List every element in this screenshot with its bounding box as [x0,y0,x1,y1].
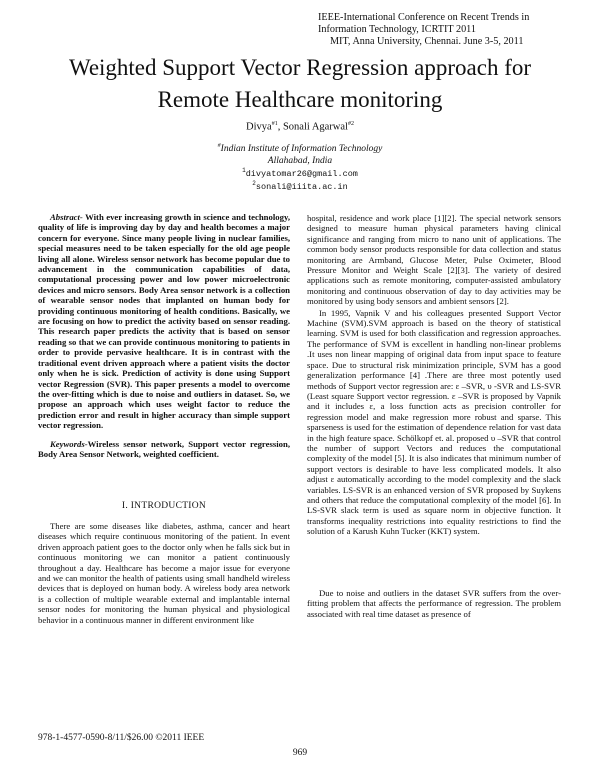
affiliation-line-2: Allahabad, India [267,156,333,167]
email-1-line [0,167,600,179]
keywords-text: Wireless sensor network, Support vector regression, Body Area Sensor Network, weighted coefficient. [38,439,290,460]
conference-header [318,12,570,48]
footer-isbn: 978-1-4577-0590-8/11/$26.00 ©2011 IEEE [38,733,205,743]
keywords [38,439,290,460]
right-para-1: hospital, residence and work place [1][2]. The special network sensors designed to measure human physical parameters having clinical significance and ranging from micro to nano unit of applications. The common body sensor products responsible for data collection and status monitoring are Armband, Glucose Meter, Pulse Oximeter, Blood Pressure Monitor and Weight Scale [2][3]. The variety of desired applications such as remote monitoring, computer-assisted ambulatory monitoring and continuous observation of day to day activities may be monitored by using body sensors and ambient sensors [2]. [307,213,561,307]
right-column-bottom [307,588,561,619]
affiliation-line-1: Indian Institute of Information Technology [220,144,383,155]
email-1: divyatomar26@gmail.com [245,168,358,179]
title-line-1: Weighted Support Vector Regression approach for [68,55,532,80]
conference-line-2: MIT, Anna University, Chennai. June 3-5, 2011 [330,36,524,47]
abstract [38,212,290,431]
right-para-2: In 1995, Vapnik V and his colleagues presented Support Vector Machine (SVM).SVM approach is based on the theory of statistical learning. SVM is used for both classification and regression approaches. The performance of SVM is excellent in handling non-linear problems .It uses non linear mapping of original data from input space to feature space. Due to structural risk minimization principle, SVM has a good generalization performance [4] .There are three most potently used methods of Support vector regression are: ε –SVR, υ -SVR and LS-SVR (Least square Support vector regression. ε –SVR is proposed by Vapnik and it includes ε, a loss function acts as precision controller for regression model and make regression more robust and sparse. This sparseness is used for the estimation of dependence relation for vast data in the high feature space. Schölkopf et. al. proposed υ –SVR that control the number of support Vectors and reduces the computational complexity of the model [5]. It is also indicates that minimum number of support vectors is desirable to have less complicated models. It also adjust ε automatically according to the model complexity and the slack variables. LS-SVR is an enhanced version of SVR proposed by Suykens and others that reduce the computational complexity of the model [6]. In LS-SVR slack term is used as square norm in objective function. It transforms inequality restrictions into equality restrictions to find the solution of a Karush Kuhn Tucker (KKT) system. [307,307,561,537]
email-1-sup: 1 [242,167,246,174]
email-2-line [0,180,600,192]
affiliation-sup: # [217,143,221,149]
title-line-2: Remote Healthcare monitoring [157,87,443,112]
abstract-lead: Abstract- [50,212,83,222]
affiliation [0,140,600,167]
author-separator: , [277,121,283,133]
keywords-lead: Keywords- [50,439,88,449]
page-number: 969 [292,748,308,758]
author-1: Divya [246,121,272,133]
author-list [0,121,600,133]
abstract-text: With ever increasing growth in science and technology, quality of life is improving day by day and health becomes a major concern for everyone. Since many people living in nuclear families, special measures need to be taken especially for the old age people living all alone. Wireless sensor network has become popular due to advancement in the communication capabilities of data, computational processing power and low power microelectronic devices and micro sensors. Body Area sensor network is a collection of wearable sensor nodes that implanted on human body for providing continuous monitoring of health conditions. Basically, we are focusing on how to predict the activity based on sensor reading. This research paper predicts the activity that is based on sensor reading so that we can provide continuous monitoring to patients in order to provide pervasive healthcare. It is in contrast with the traditional event driven approach where a patient visits the doctor only when he is sick. Prediction of activity is done using Support vector Regression (SVR). This paper presents a model to overcome the over-fitting which is due to noise and outliers in dataset. So, we propose an approach which uses weight factor to reduce the prediction error and result in higher accuracy than simple support vector regression. [38,212,290,431]
right-para-3: Due to noise and outliers in the dataset SVR suffers from the over-fitting problem that affects the performance of regression. The problem associated with real time dataset as presence of [307,588,561,619]
intro-para-1: There are some diseases like diabetes, asthma, cancer and heart diseases which require continuous monitoring of the patient. In event driven approach patient goes to the doctor only when he falls sick but in continuous monitoring we can monitor a patient continuously throughout a day. Healthcare has become a major issue for everyone and we can monitor the health of patients using small handheld wireless devices that is deployed on human body. A wireless body area network is a collection of multiple wearable external and implantable internal sensor nodes for monitoring the human physical and physiological behavior in a continuous manner in different environment like [38,521,290,625]
conference-line-1: IEEE-International Conference on Recent Trends in Information Technology, ICRTIT 2011 [318,12,530,35]
email-2: sonali@iiita.ac.in [255,181,348,192]
section-heading-introduction: I. INTRODUCTION [121,501,207,511]
email-2-sup: 2 [252,180,256,187]
author-1-sup: #1 [271,121,278,127]
author-2: Sonali Agarwal [282,121,348,133]
right-column-top [307,213,561,537]
author-2-sup: #2 [347,121,354,127]
paper-title [40,52,560,116]
introduction-paragraph [38,521,290,625]
